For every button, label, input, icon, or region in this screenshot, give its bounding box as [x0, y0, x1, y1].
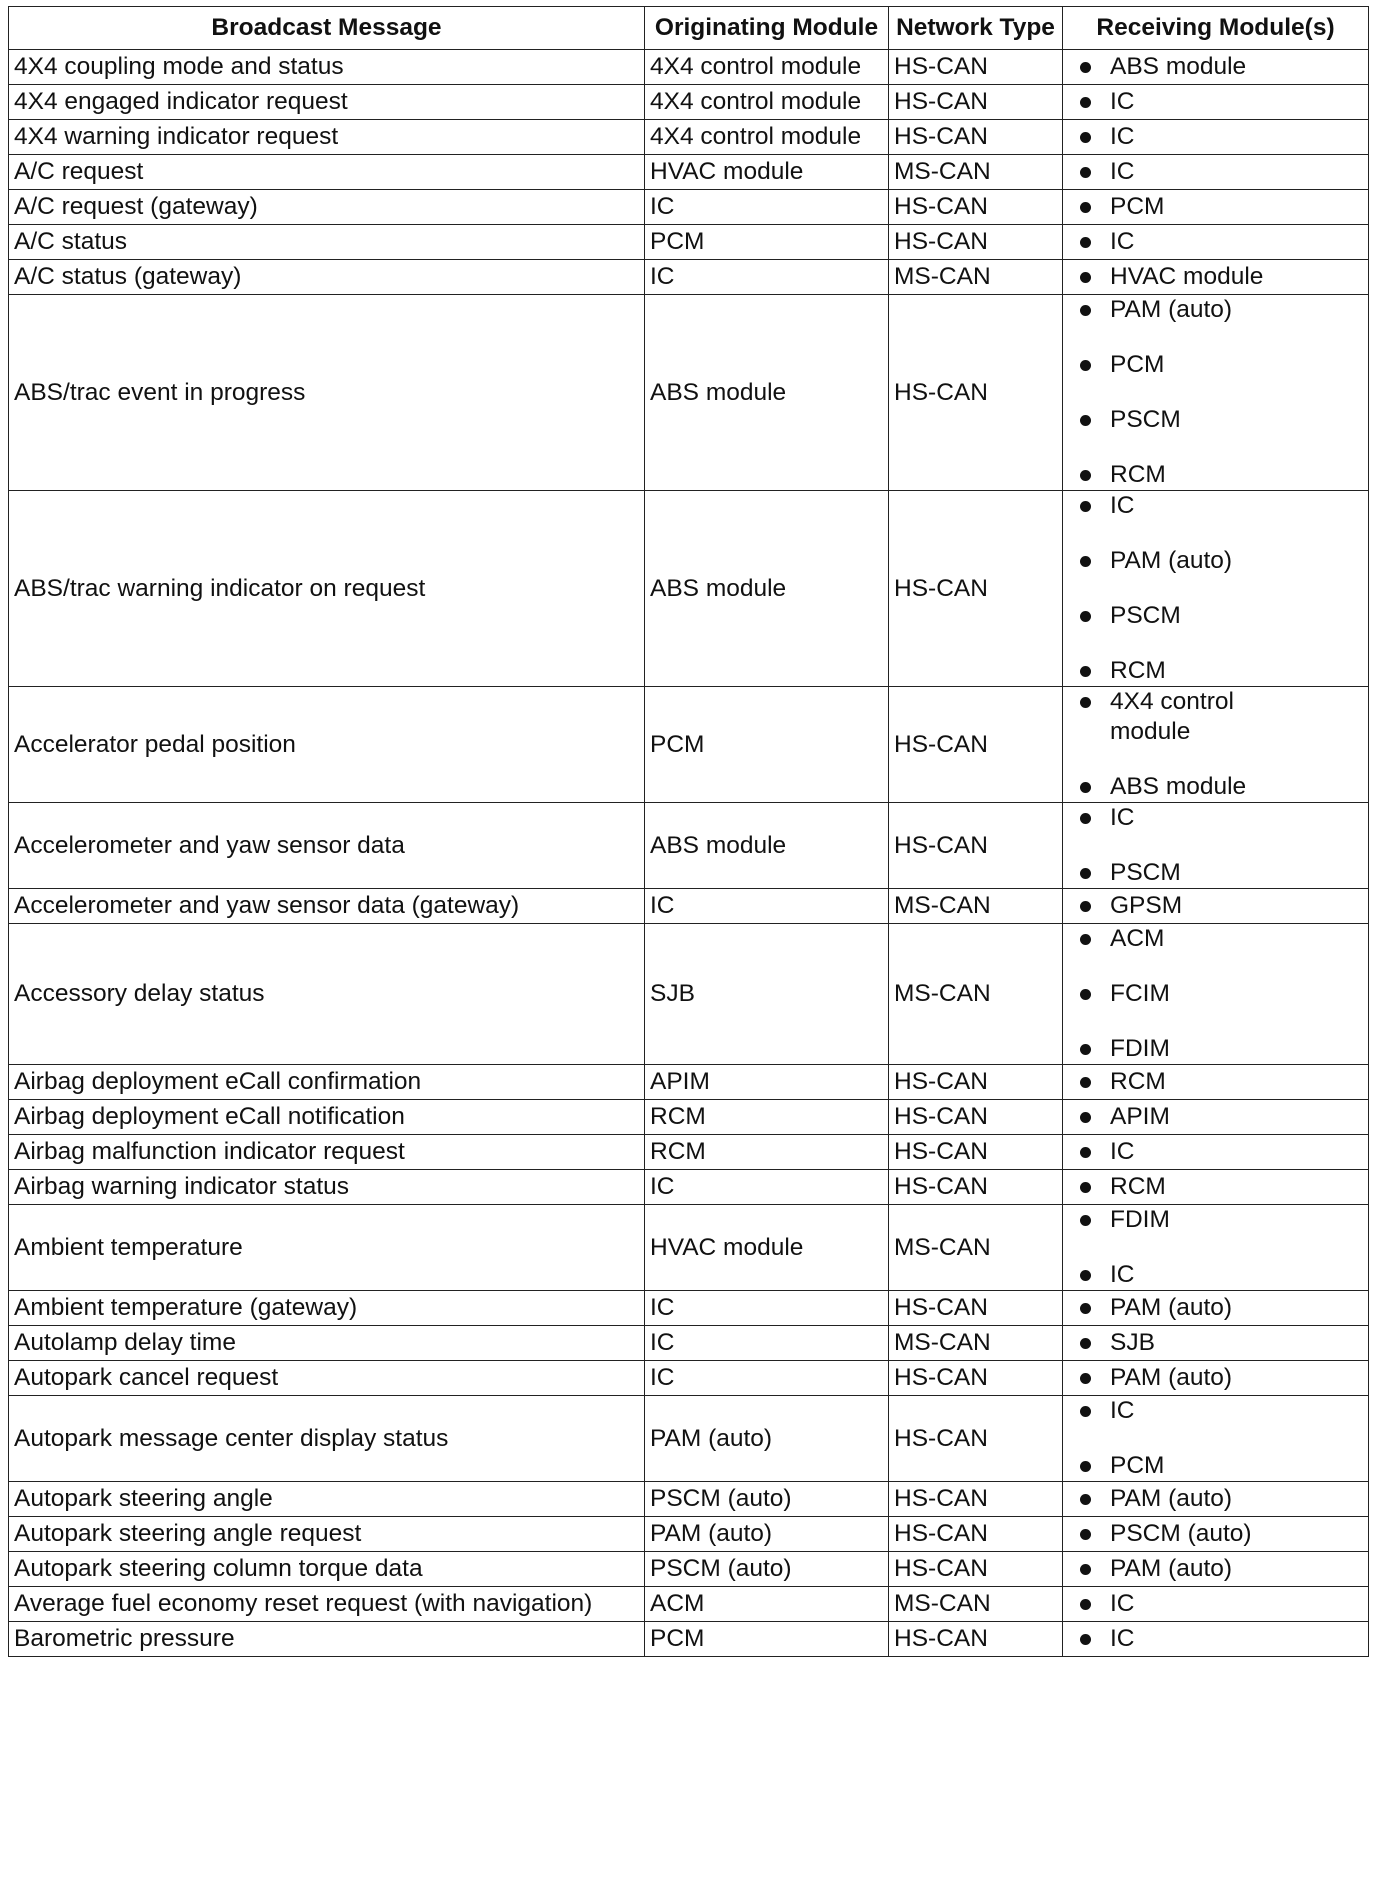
receiver-name: SJB [1110, 1329, 1155, 1356]
cell-network-type: HS-CAN [889, 85, 1063, 120]
receiver-name: IC [1110, 228, 1135, 255]
cell-network-type: HS-CAN [889, 1482, 1063, 1517]
receiver-item [1068, 1519, 1363, 1549]
receiver-name: FDIM [1110, 1206, 1170, 1233]
cell-originating-module: PCM [645, 1622, 889, 1657]
receiver-list [1068, 1102, 1363, 1132]
bullet-icon [1080, 1215, 1091, 1226]
cell-originating-module: HVAC module [645, 155, 889, 190]
cell-receiving-modules [1063, 687, 1369, 803]
receiver-list [1068, 924, 1363, 1064]
receiver-list [1068, 687, 1363, 802]
cell-broadcast-message: Ambient temperature [9, 1205, 645, 1291]
bullet-icon [1080, 1373, 1091, 1384]
receiver-list [1068, 1519, 1363, 1549]
cell-broadcast-message: Accessory delay status [9, 924, 645, 1065]
bullet-icon [1080, 1270, 1091, 1281]
bullet-icon [1080, 501, 1091, 512]
receiver-item [1068, 1396, 1363, 1426]
cell-broadcast-message: A/C status (gateway) [9, 260, 645, 295]
receiver-item [1068, 1484, 1363, 1514]
receiver-name: PSCM [1110, 406, 1181, 433]
cell-receiving-modules [1063, 155, 1369, 190]
table-row [9, 225, 1369, 260]
cell-originating-module: HVAC module [645, 1205, 889, 1291]
receiver-item [1068, 1363, 1363, 1393]
cell-network-type: MS-CAN [889, 155, 1063, 190]
receiver-list [1068, 1137, 1363, 1167]
table-row [9, 687, 1369, 803]
cell-broadcast-message: 4X4 engaged indicator request [9, 85, 645, 120]
header-network-type: Network Type [889, 7, 1063, 50]
cell-receiving-modules [1063, 260, 1369, 295]
receiver-list [1068, 87, 1363, 117]
receiver-item [1068, 1589, 1363, 1619]
table-row [9, 1361, 1369, 1396]
cell-network-type: HS-CAN [889, 1291, 1063, 1326]
table-row [9, 803, 1369, 889]
cell-receiving-modules [1063, 1396, 1369, 1482]
receiver-list [1068, 1589, 1363, 1619]
receiver-item [1068, 1624, 1363, 1654]
cell-originating-module: IC [645, 889, 889, 924]
table-row [9, 1326, 1369, 1361]
bullet-icon [1080, 1599, 1091, 1610]
cell-broadcast-message: Autopark steering angle request [9, 1517, 645, 1552]
receiver-name: PSCM [1110, 602, 1181, 629]
cell-broadcast-message: ABS/trac event in progress [9, 295, 645, 491]
receiver-item [1068, 491, 1363, 521]
bullet-icon [1080, 1529, 1091, 1540]
cell-receiving-modules [1063, 1517, 1369, 1552]
table-header [9, 7, 1369, 50]
header-broadcast-message: Broadcast Message [9, 7, 645, 50]
cell-receiving-modules [1063, 225, 1369, 260]
bullet-icon [1080, 1044, 1091, 1055]
table-row [9, 1482, 1369, 1517]
cell-receiving-modules [1063, 1326, 1369, 1361]
bullet-icon [1080, 132, 1091, 143]
receiver-item [1068, 1172, 1363, 1202]
cell-broadcast-message: Autopark steering angle [9, 1482, 645, 1517]
cell-network-type: HS-CAN [889, 1517, 1063, 1552]
bullet-icon [1080, 415, 1091, 426]
receiver-name: IC [1110, 1625, 1135, 1652]
cell-network-type: MS-CAN [889, 1587, 1063, 1622]
receiver-name: PAM (auto) [1110, 296, 1233, 323]
cell-broadcast-message: A/C request [9, 155, 645, 190]
cell-originating-module: RCM [645, 1100, 889, 1135]
cell-network-type: HS-CAN [889, 50, 1063, 85]
receiver-name: PCM [1110, 351, 1165, 378]
bullet-icon [1080, 611, 1091, 622]
header-originating-module: Originating Module [645, 7, 889, 50]
receiver-list [1068, 1396, 1363, 1481]
receiver-name: PAM (auto) [1110, 1485, 1233, 1512]
receiver-name: PSCM (auto) [1110, 1520, 1252, 1547]
cell-originating-module: PAM (auto) [645, 1517, 889, 1552]
receiver-item [1068, 262, 1363, 292]
cell-broadcast-message: Airbag malfunction indicator request [9, 1135, 645, 1170]
receiver-list [1068, 803, 1363, 888]
bullet-icon [1080, 305, 1091, 316]
table-row [9, 889, 1369, 924]
cell-network-type: MS-CAN [889, 1326, 1063, 1361]
cell-originating-module: APIM [645, 1065, 889, 1100]
receiver-list [1068, 1293, 1363, 1323]
cell-receiving-modules [1063, 924, 1369, 1065]
cell-network-type: HS-CAN [889, 687, 1063, 803]
receiver-name: IC [1110, 804, 1135, 831]
receiver-name: PAM (auto) [1110, 1294, 1233, 1321]
table-row [9, 50, 1369, 85]
bullet-icon [1080, 1147, 1091, 1158]
bullet-icon [1080, 901, 1091, 912]
cell-originating-module: IC [645, 1291, 889, 1326]
cell-receiving-modules [1063, 1482, 1369, 1517]
receiver-name: IC [1110, 123, 1135, 150]
receiver-list [1068, 1363, 1363, 1393]
table-row [9, 190, 1369, 225]
receiver-name: APIM [1110, 1103, 1170, 1130]
bullet-icon [1080, 97, 1091, 108]
bullet-icon [1080, 1303, 1091, 1314]
cell-network-type: HS-CAN [889, 225, 1063, 260]
cell-receiving-modules [1063, 1135, 1369, 1170]
bullet-icon [1080, 813, 1091, 824]
table-row [9, 1517, 1369, 1552]
cell-receiving-modules [1063, 889, 1369, 924]
bullet-icon [1080, 1494, 1091, 1505]
cell-broadcast-message: Accelerometer and yaw sensor data (gateway) [9, 889, 645, 924]
receiver-list [1068, 1205, 1363, 1290]
bullet-icon [1080, 1077, 1091, 1088]
cell-network-type: HS-CAN [889, 1552, 1063, 1587]
cell-broadcast-message: Ambient temperature (gateway) [9, 1291, 645, 1326]
receiver-name: ABS module [1110, 773, 1247, 800]
table-row [9, 120, 1369, 155]
receiver-item [1068, 405, 1363, 435]
receiver-name: PAM (auto) [1110, 1555, 1233, 1582]
cell-receiving-modules [1063, 50, 1369, 85]
receiver-list [1068, 227, 1363, 257]
cell-receiving-modules [1063, 1205, 1369, 1291]
cell-network-type: HS-CAN [889, 1100, 1063, 1135]
table-row [9, 295, 1369, 491]
cell-originating-module: ACM [645, 1587, 889, 1622]
bullet-icon [1080, 1406, 1091, 1417]
receiver-name: IC [1110, 1261, 1135, 1288]
cell-broadcast-message: Accelerator pedal position [9, 687, 645, 803]
bullet-icon [1080, 1182, 1091, 1193]
cell-receiving-modules [1063, 1622, 1369, 1657]
cell-receiving-modules [1063, 1065, 1369, 1100]
bullet-icon [1080, 556, 1091, 567]
cell-receiving-modules [1063, 491, 1369, 687]
receiver-item [1068, 87, 1363, 117]
receiver-item [1068, 52, 1363, 82]
receiver-item [1068, 1034, 1363, 1064]
cell-broadcast-message: Autopark steering column torque data [9, 1552, 645, 1587]
receiver-list [1068, 122, 1363, 152]
cell-receiving-modules [1063, 190, 1369, 225]
bullet-icon [1080, 272, 1091, 283]
cell-originating-module: PSCM (auto) [645, 1482, 889, 1517]
receiver-name: PSCM [1110, 859, 1181, 886]
receiver-item [1068, 891, 1363, 921]
receiver-name: PAM (auto) [1110, 547, 1233, 574]
bullet-icon [1080, 782, 1091, 793]
cell-broadcast-message: Average fuel economy reset request (with navigation) [9, 1587, 645, 1622]
cell-originating-module: PAM (auto) [645, 1396, 889, 1482]
cell-originating-module: IC [645, 190, 889, 225]
receiver-list [1068, 192, 1363, 222]
bullet-icon [1080, 470, 1091, 481]
header-receiving-modules: Receiving Module(s) [1063, 7, 1369, 50]
receiver-list [1068, 1554, 1363, 1584]
cell-network-type: HS-CAN [889, 190, 1063, 225]
cell-broadcast-message: Autopark cancel request [9, 1361, 645, 1396]
table-row [9, 260, 1369, 295]
receiver-item [1068, 1067, 1363, 1097]
receiver-list [1068, 491, 1363, 686]
cell-network-type: HS-CAN [889, 491, 1063, 687]
receiver-item [1068, 157, 1363, 187]
cell-broadcast-message: Barometric pressure [9, 1622, 645, 1657]
receiver-list [1068, 891, 1363, 921]
cell-broadcast-message: A/C status [9, 225, 645, 260]
receiver-item [1068, 1293, 1363, 1323]
cell-broadcast-message: Airbag deployment eCall notification [9, 1100, 645, 1135]
cell-network-type: HS-CAN [889, 1170, 1063, 1205]
cell-network-type: HS-CAN [889, 120, 1063, 155]
cell-originating-module: IC [645, 260, 889, 295]
cell-network-type: HS-CAN [889, 1361, 1063, 1396]
receiver-list [1068, 262, 1363, 292]
table-row [9, 1587, 1369, 1622]
cell-network-type: HS-CAN [889, 803, 1063, 889]
receiver-list [1068, 52, 1363, 82]
cell-originating-module: RCM [645, 1135, 889, 1170]
bullet-icon [1080, 167, 1091, 178]
receiver-list [1068, 1172, 1363, 1202]
receiver-item [1068, 924, 1363, 954]
cell-receiving-modules [1063, 1361, 1369, 1396]
cell-network-type: MS-CAN [889, 889, 1063, 924]
receiver-name: FDIM [1110, 1035, 1170, 1062]
receiver-name: GPSM [1110, 892, 1183, 919]
cell-originating-module: PCM [645, 687, 889, 803]
cell-originating-module: IC [645, 1326, 889, 1361]
receiver-item [1068, 1451, 1363, 1481]
receiver-item [1068, 1554, 1363, 1584]
cell-broadcast-message: ABS/trac warning indicator on request [9, 491, 645, 687]
receiver-name: IC [1110, 158, 1135, 185]
cell-receiving-modules [1063, 1291, 1369, 1326]
bullet-icon [1080, 62, 1091, 73]
bullet-icon [1080, 989, 1091, 1000]
cell-network-type: HS-CAN [889, 1065, 1063, 1100]
bullet-icon [1080, 1112, 1091, 1123]
receiver-name: IC [1110, 1397, 1135, 1424]
cell-originating-module: ABS module [645, 295, 889, 491]
cell-network-type: HS-CAN [889, 1135, 1063, 1170]
table-row [9, 1135, 1369, 1170]
table-row [9, 1396, 1369, 1482]
table-row [9, 1205, 1369, 1291]
receiver-list [1068, 1328, 1363, 1358]
bullet-icon [1080, 666, 1091, 677]
bullet-icon [1080, 868, 1091, 879]
cell-receiving-modules [1063, 1170, 1369, 1205]
receiver-item [1068, 979, 1363, 1009]
receiver-name: PCM [1110, 1452, 1165, 1479]
cell-receiving-modules [1063, 1552, 1369, 1587]
receiver-name: 4X4 control module [1110, 688, 1234, 745]
header-row [9, 7, 1369, 50]
receiver-name: IC [1110, 1138, 1135, 1165]
receiver-name: ACM [1110, 925, 1165, 952]
receiver-name: RCM [1110, 1068, 1166, 1095]
receiver-name: RCM [1110, 461, 1166, 488]
receiver-name: PAM (auto) [1110, 1364, 1233, 1391]
table-row [9, 85, 1369, 120]
cell-broadcast-message: Autopark message center display status [9, 1396, 645, 1482]
receiver-item [1068, 227, 1363, 257]
receiver-name: ABS module [1110, 53, 1247, 80]
receiver-item [1068, 192, 1363, 222]
receiver-item [1068, 1205, 1363, 1235]
receiver-item [1068, 1137, 1363, 1167]
broadcast-message-table [8, 6, 1369, 1657]
receiver-name: RCM [1110, 1173, 1166, 1200]
receiver-name: RCM [1110, 657, 1166, 684]
cell-network-type: MS-CAN [889, 260, 1063, 295]
receiver-item [1068, 1328, 1363, 1358]
bullet-icon [1080, 1564, 1091, 1575]
receiver-item [1068, 772, 1363, 802]
bullet-icon [1080, 202, 1091, 213]
bullet-icon [1080, 1634, 1091, 1645]
bullet-icon [1080, 360, 1091, 371]
bullet-icon [1080, 1461, 1091, 1472]
receiver-item [1068, 803, 1363, 833]
cell-originating-module: SJB [645, 924, 889, 1065]
cell-originating-module: ABS module [645, 803, 889, 889]
cell-receiving-modules [1063, 295, 1369, 491]
cell-network-type: HS-CAN [889, 1622, 1063, 1657]
receiver-list [1068, 1067, 1363, 1097]
table-body [9, 50, 1369, 1657]
table-row [9, 155, 1369, 190]
receiver-item [1068, 1102, 1363, 1132]
receiver-item [1068, 122, 1363, 152]
table-row [9, 491, 1369, 687]
receiver-item [1068, 1260, 1363, 1290]
cell-broadcast-message: Accelerometer and yaw sensor data [9, 803, 645, 889]
receiver-list [1068, 1624, 1363, 1654]
cell-originating-module: PCM [645, 225, 889, 260]
table-row [9, 1622, 1369, 1657]
receiver-item [1068, 601, 1363, 631]
cell-broadcast-message: 4X4 warning indicator request [9, 120, 645, 155]
receiver-list [1068, 295, 1363, 490]
receiver-item [1068, 858, 1363, 888]
cell-originating-module: 4X4 control module [645, 120, 889, 155]
cell-broadcast-message: A/C request (gateway) [9, 190, 645, 225]
receiver-name: FCIM [1110, 980, 1170, 1007]
receiver-name: IC [1110, 88, 1135, 115]
cell-originating-module: IC [645, 1361, 889, 1396]
receiver-item [1068, 295, 1363, 325]
bullet-icon [1080, 697, 1091, 708]
cell-broadcast-message: Autolamp delay time [9, 1326, 645, 1361]
receiver-item [1068, 656, 1363, 686]
cell-broadcast-message: Airbag deployment eCall confirmation [9, 1065, 645, 1100]
receiver-name: HVAC module [1110, 263, 1264, 290]
cell-originating-module: PSCM (auto) [645, 1552, 889, 1587]
table-row [9, 924, 1369, 1065]
cell-network-type: MS-CAN [889, 924, 1063, 1065]
cell-broadcast-message: Airbag warning indicator status [9, 1170, 645, 1205]
table-row [9, 1170, 1369, 1205]
cell-network-type: HS-CAN [889, 295, 1063, 491]
bullet-icon [1080, 1338, 1091, 1349]
cell-network-type: HS-CAN [889, 1396, 1063, 1482]
cell-broadcast-message: 4X4 coupling mode and status [9, 50, 645, 85]
receiver-item [1068, 546, 1363, 576]
cell-originating-module: 4X4 control module [645, 50, 889, 85]
receiver-item [1068, 687, 1363, 747]
cell-originating-module: ABS module [645, 491, 889, 687]
bullet-icon [1080, 934, 1091, 945]
receiver-item [1068, 350, 1363, 380]
receiver-list [1068, 157, 1363, 187]
receiver-name: PCM [1110, 193, 1165, 220]
table-row [9, 1291, 1369, 1326]
cell-receiving-modules [1063, 1587, 1369, 1622]
receiver-name: IC [1110, 492, 1135, 519]
cell-receiving-modules [1063, 85, 1369, 120]
cell-receiving-modules [1063, 120, 1369, 155]
cell-network-type: MS-CAN [889, 1205, 1063, 1291]
cell-originating-module: 4X4 control module [645, 85, 889, 120]
table-row [9, 1100, 1369, 1135]
receiver-item [1068, 460, 1363, 490]
receiver-list [1068, 1484, 1363, 1514]
bullet-icon [1080, 237, 1091, 248]
cell-receiving-modules [1063, 1100, 1369, 1135]
table-row [9, 1065, 1369, 1100]
receiver-name: IC [1110, 1590, 1135, 1617]
table-row [9, 1552, 1369, 1587]
cell-receiving-modules [1063, 803, 1369, 889]
cell-originating-module: IC [645, 1170, 889, 1205]
